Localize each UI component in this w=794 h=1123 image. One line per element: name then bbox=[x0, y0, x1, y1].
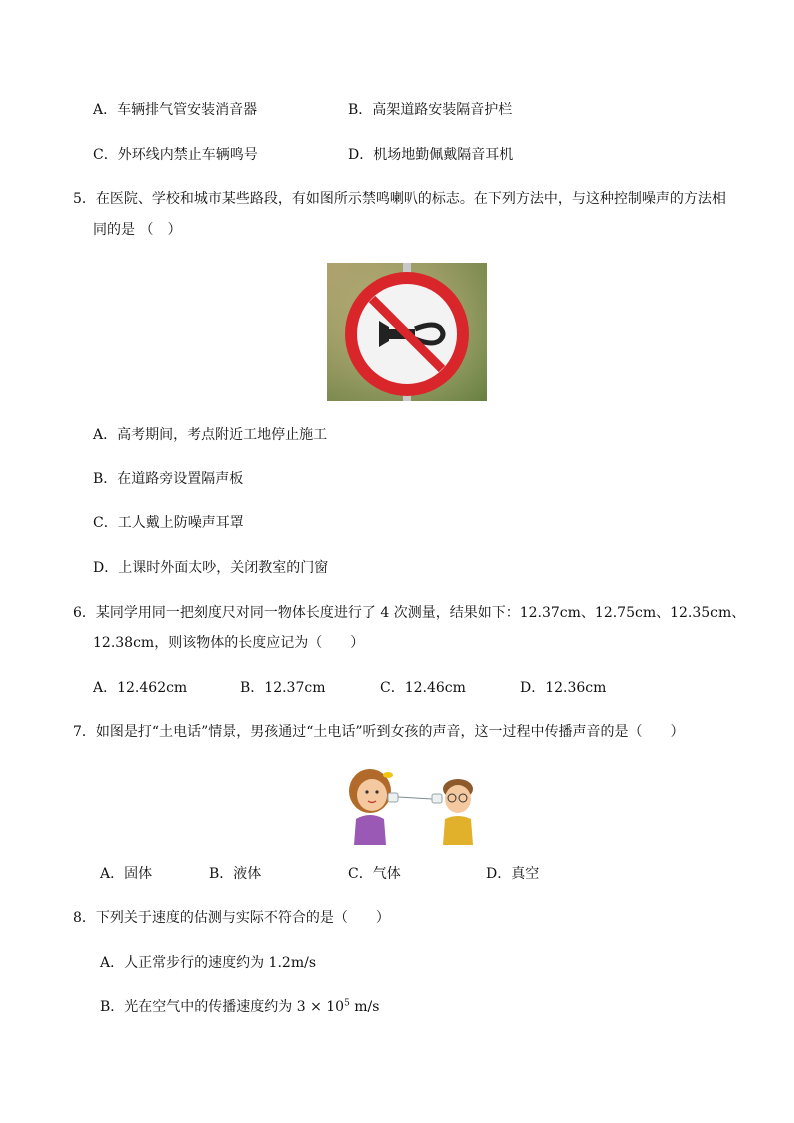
q4-option-b: B．高架道路安装隔音护栏 bbox=[348, 102, 513, 118]
q8-option-b-prefix: B．光在空气中的传播速度约为 3 × 10 bbox=[100, 999, 345, 1015]
q8-option-b-exponent: 5 bbox=[344, 998, 350, 1009]
q7-option-c: C．气体 bbox=[348, 866, 401, 882]
q4-option-c: C．外环线内禁止车辆鸣号 bbox=[93, 147, 258, 163]
q5-stem-line2: 同的是 （ ） bbox=[93, 222, 182, 238]
q4-option-a: A．车辆排气管安装消音器 bbox=[93, 102, 258, 118]
tin-can-phone-illustration bbox=[340, 763, 480, 845]
q8-option-b bbox=[100, 997, 379, 1017]
q4-option-d: D．机场地勤佩戴隔音耳机 bbox=[348, 147, 514, 163]
q6-stem-line2: 12.38cm，则该物体的长度应记为（ ） bbox=[93, 635, 365, 651]
q6-option-d: D．12.36cm bbox=[520, 680, 607, 696]
no-horn-sign-icon bbox=[327, 263, 487, 401]
q7-option-d: D．真空 bbox=[486, 866, 540, 882]
q8-stem: 8．下列关于速度的估测与实际不符合的是（ ） bbox=[73, 910, 390, 926]
q8-option-a: A．人正常步行的速度约为 1.2m/s bbox=[100, 955, 317, 971]
tin-can-phone-figure bbox=[340, 763, 480, 845]
q6-option-b: B．12.37cm bbox=[240, 680, 326, 696]
no-horn-sign-figure bbox=[327, 263, 487, 401]
q6-stem-line1: 6．某同学用同一把刻度尺对同一物体长度进行了 4 次测量，结果如下：12.37cm、12.75cm、12.35cm、 bbox=[73, 605, 746, 621]
q5-option-b: B．在道路旁设置隔声板 bbox=[93, 471, 244, 487]
q6-option-a: A．12.462cm bbox=[93, 680, 188, 696]
q6-option-c: C．12.46cm bbox=[380, 680, 466, 696]
q7-option-a: A．固体 bbox=[100, 866, 153, 882]
q7-stem: 7．如图是打“土电话”情景，男孩通过“土电话”听到女孩的声音，这一过程中传播声音的是（ ） bbox=[73, 724, 685, 740]
q5-stem-line1: 5．在医院、学校和城市某些路段，有如图所示禁鸣喇叭的标志。在下列方法中，与这种控制噪声的方法相 bbox=[73, 191, 726, 207]
q7-option-b: B．液体 bbox=[209, 866, 262, 882]
q5-option-d: D．上课时外面太吵，关闭教室的门窗 bbox=[93, 560, 329, 576]
q8-option-b-suffix: m/s bbox=[349, 999, 380, 1015]
q5-option-a: A．高考期间，考点附近工地停止施工 bbox=[93, 427, 328, 443]
q5-option-c: C．工人戴上防噪声耳罩 bbox=[93, 515, 244, 531]
